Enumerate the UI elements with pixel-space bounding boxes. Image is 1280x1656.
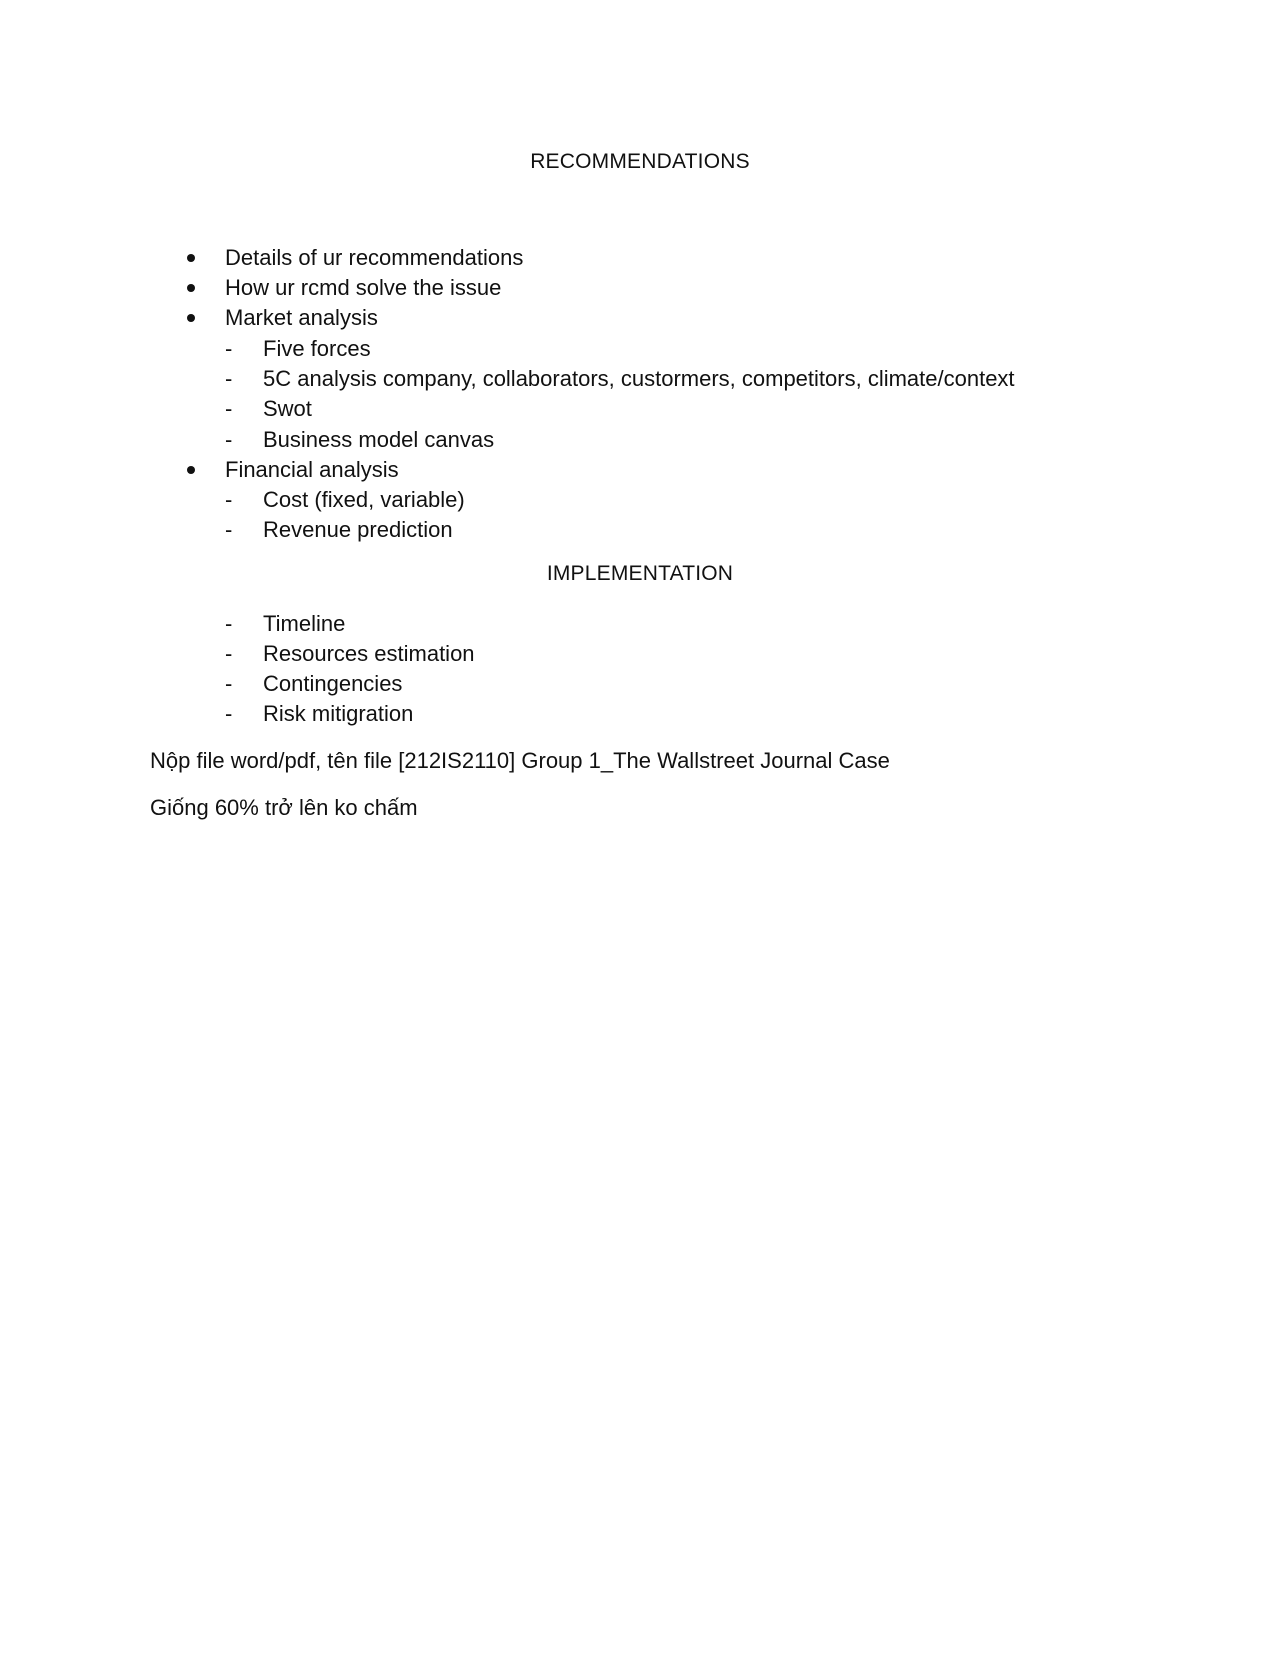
list-item: Revenue prediction [263,517,453,542]
dash-marker: - [225,336,233,361]
dash-marker: - [225,641,233,666]
list-item: Contingencies [263,671,403,696]
dash-marker: - [225,396,233,421]
dash-marker: - [225,427,233,452]
dash-marker: - [225,487,233,512]
list-item: Timeline [263,611,346,636]
bullet-icon [187,314,195,322]
plagiarism-note: Giống 60% trở lên ko chấm [150,795,418,820]
bullet-icon [187,466,195,474]
list-item: Five forces [263,336,371,361]
dash-marker: - [225,611,233,636]
list-item: Business model canvas [263,427,495,452]
section-heading-recommendations: RECOMMENDATIONS [530,150,750,173]
dash-marker: - [225,366,233,391]
dash-marker: - [225,671,233,696]
section-heading-implementation: IMPLEMENTATION [546,562,734,585]
bullet-icon [187,284,195,292]
list-item: Details of ur recommendations [225,245,524,270]
list-item: Cost (fixed, variable) [263,487,465,512]
list-item: Swot [263,396,312,421]
list-item: 5C analysis company, collaborators, custormers, competitors, climate/context [263,366,1015,391]
list-item: Market analysis [225,305,378,330]
list-item: Resources estimation [263,641,475,666]
list-item: Risk mitigration [263,701,414,726]
dash-marker: - [225,517,233,542]
list-item: Financial analysis [225,457,399,482]
dash-marker: - [225,701,233,726]
list-item: How ur rcmd solve the issue [225,275,502,300]
submission-note: Nộp file word/pdf, tên file [212IS2110] Group 1_The Wallstreet Journal Case [150,748,890,773]
bullet-icon [187,254,195,262]
